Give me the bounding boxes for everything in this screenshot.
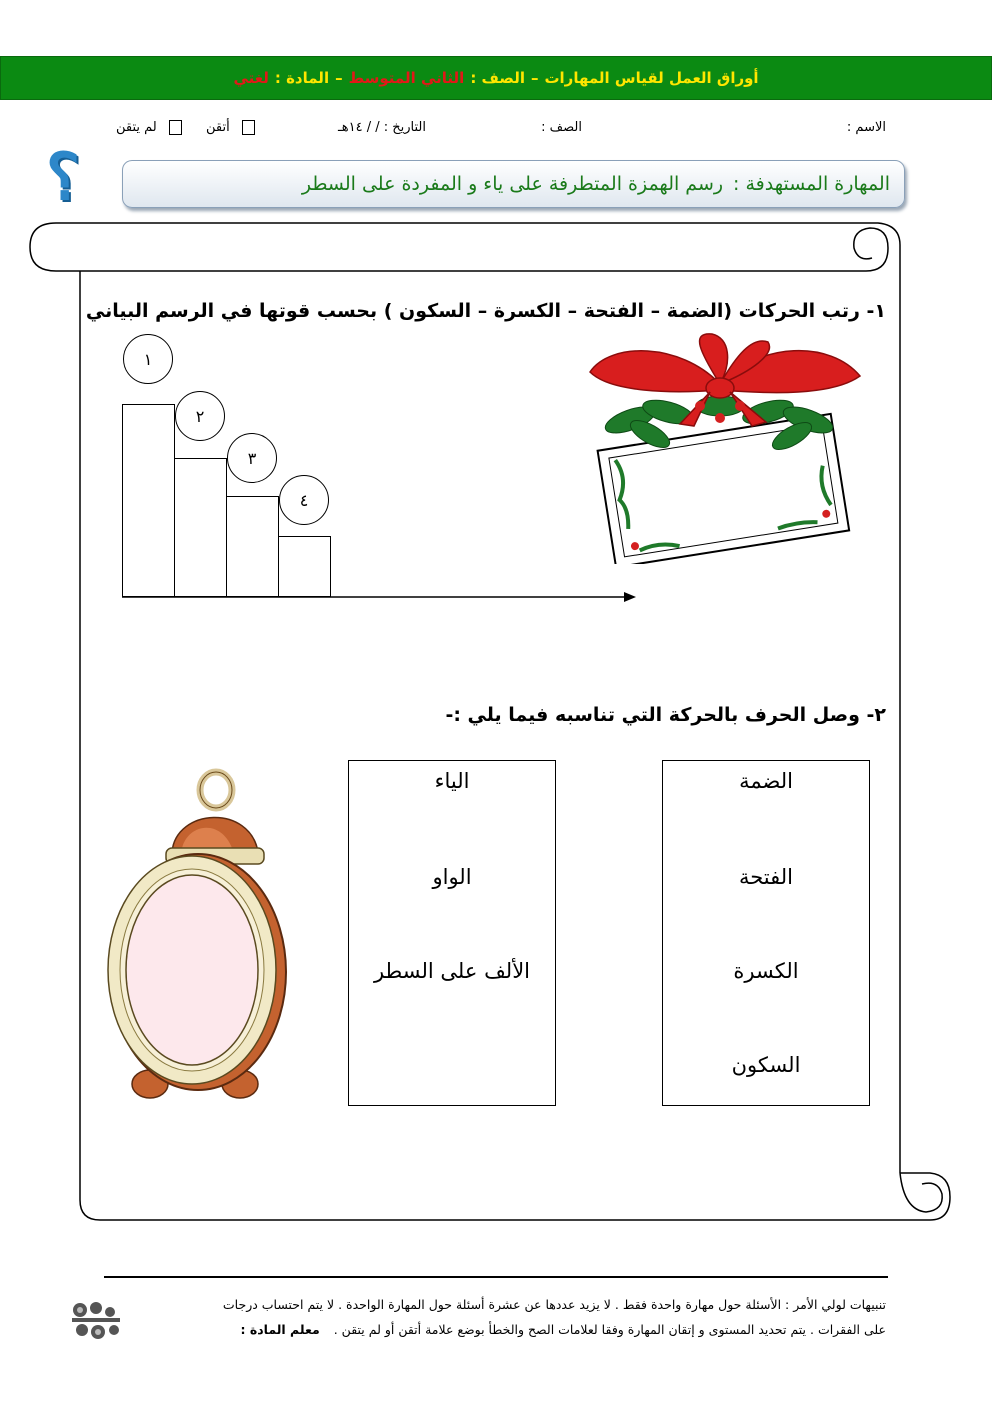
letter-item: الواو xyxy=(432,865,472,889)
header-title: أوراق العمل لقياس المهارات xyxy=(544,69,759,87)
step-circle-3: ٣ xyxy=(227,433,277,483)
letter-item: الياء xyxy=(434,769,470,793)
vowel-item: السكون xyxy=(731,1053,801,1077)
class-label: الصف : xyxy=(541,120,582,135)
question-1-heading: ١- رتب الحركات (الضمة – الفتحة – الكسرة – السكون ) بحسب قوتها في الرسم البياني xyxy=(85,300,886,322)
footer-emblem-icon xyxy=(68,1298,124,1342)
step-bar-1 xyxy=(122,404,175,597)
question-mark-icon: ؟ xyxy=(46,140,80,215)
mirror-frame-illustration xyxy=(100,768,290,1102)
step-bar-2 xyxy=(174,458,227,597)
not-mastered-label: لم يتقن xyxy=(116,120,157,135)
footer-divider xyxy=(104,1276,888,1278)
header-grade-label: الصف : xyxy=(470,69,525,87)
step-circle-4: ٤ xyxy=(279,475,329,525)
header-subject-label: المادة : xyxy=(274,69,330,87)
letter-item: الألف على السطر xyxy=(373,959,531,983)
vowel-item: الكسرة xyxy=(733,959,799,983)
question-2-heading: ٢- وصل الحرف بالحركة التي تناسبه فيما يلي :- xyxy=(445,704,886,726)
gift-card-illustration xyxy=(570,332,870,564)
name-label: الاسم : xyxy=(846,120,886,135)
letters-box xyxy=(348,760,556,1106)
mastered-label: أتقن xyxy=(206,120,230,135)
skill-label: المهارة المستهدفة : xyxy=(733,173,890,195)
header-bar: أوراق العمل لقياس المهارات – الصف : الثاني المتوسط – المادة : لغتي xyxy=(0,56,992,100)
vowel-item: الضمة xyxy=(739,769,793,793)
date-label: التاريخ : / / ١٤هـ xyxy=(337,120,426,135)
teacher-label: معلم المادة : xyxy=(240,1322,320,1337)
footer-note-line-2 xyxy=(241,1322,887,1337)
footer-note-text: على الفقرات . يتم تحديد المستوى و إتقان المهارة وفقا لعلامات الصح والخطأ بوضع علامة أتقن أو لم يتقن . xyxy=(333,1322,886,1337)
chart-axis-arrow xyxy=(118,588,640,604)
vowels-box xyxy=(662,760,870,1106)
skill-text: رسم الهمزة المتطرفة على ياء و المفردة على السطر xyxy=(301,173,724,195)
step-circle-1: ١ xyxy=(123,334,173,384)
step-bar-3 xyxy=(226,496,279,597)
footer-note-line-1: تنبيهات لولي الأمر : الأسئلة حول مهارة واحدة فقط . لا يزيد عددها عن عشرة أسئلة حول المهارة الواحدة . لا يتم احتساب درجات xyxy=(222,1297,886,1312)
step-circle-2: ٢ xyxy=(175,391,225,441)
header-subject-value: لغتي xyxy=(233,69,269,87)
vowel-item: الفتحة xyxy=(738,865,793,889)
header-grade-value: الثاني المتوسط xyxy=(348,69,465,87)
